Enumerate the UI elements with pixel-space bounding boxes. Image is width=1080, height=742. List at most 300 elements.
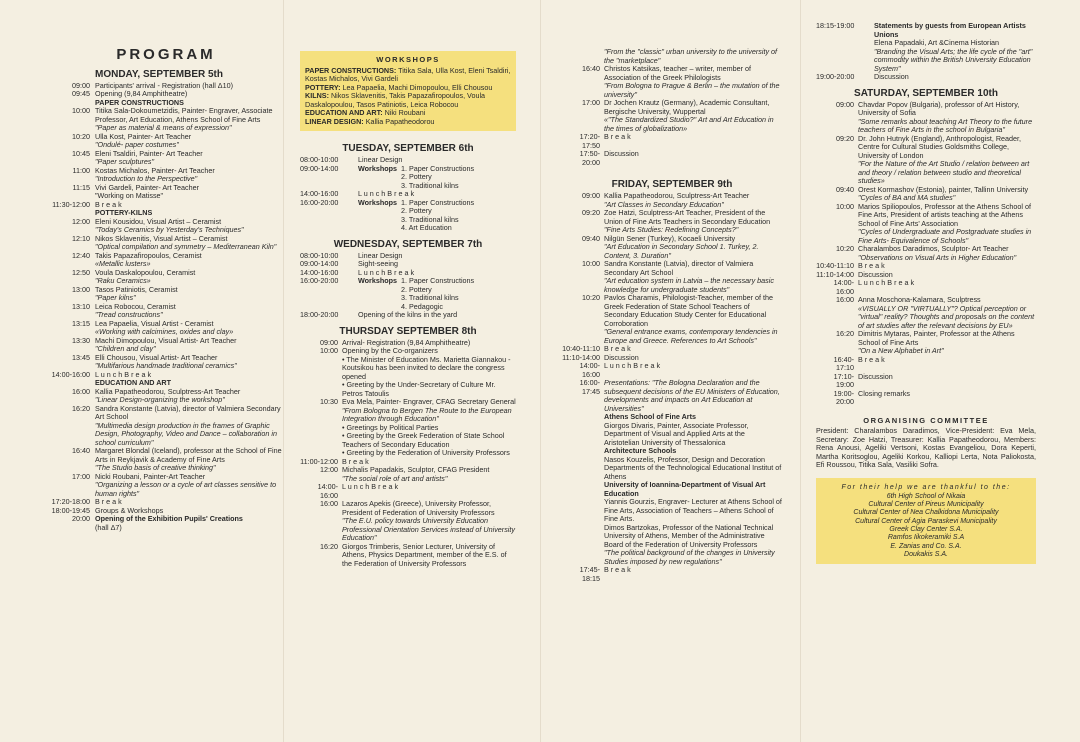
time-slot: 18:15-19:00 [816,21,855,30]
column-workshops [300,0,516,568]
detail-line: Nicki Roubani, Painter-Art Teacher [95,471,206,481]
workshops-box [300,51,516,131]
detail-line: • Greeting by the Under-Secretary of Culture Mr. Petros Tatoulis [342,380,496,398]
schedule-row [50,473,282,499]
time-slot: 09:45 [72,89,90,98]
time-slot: 14:00-16:00 [300,189,339,198]
schedule-row [562,150,782,167]
session-detail [604,48,782,65]
detail-line: "Art education system in Latvia – the necessary basic knowledge for undergraduate students" [604,276,774,294]
schedule-row [816,186,1036,203]
schedule-row [562,192,782,209]
schedule-row [50,184,282,201]
detail-line: "Paper kilns" [95,293,136,302]
detail-line: Elena Papadaki, Art &Cinema Historian [874,38,1000,47]
session-detail [858,330,1036,356]
session-detail [95,473,282,499]
thanks-item: E. Zanias and Co. S.A. [890,542,962,550]
workshop-item: 4. Pedagogic [401,301,443,311]
detail-line: Sight-seeing [358,259,398,268]
detail-line: Dimos Bartzokas, Professor of the National Technical University of Athens, Member of the Administrative Board of the Federation of University Professors [604,522,774,549]
workshop-item: 2. Pottery [401,206,432,215]
session-detail [858,186,1036,203]
schedule-row [50,447,282,473]
column-saturday [816,0,1036,564]
session-detail [604,99,782,133]
detail-line: B r e a k [604,344,631,353]
detail-line: Linear Design [358,155,403,164]
time-slot: 16:20 [72,403,90,413]
workshop-item: 3. Traditional kilns [401,180,459,190]
session-detail [858,245,1036,262]
time-slot: 10:20 [836,244,854,253]
schedule-row [562,379,782,566]
detail-line: Discussion [604,149,639,158]
time-slot: 17:00 [582,98,600,107]
session-detail [604,65,782,99]
workshop-item: 1. Paper Constructions [401,276,475,285]
workshop-item: 2. Pottery [401,284,432,294]
workshop-people: Niki Roubani [382,108,426,117]
schedule-row [562,362,782,379]
schedule-row [816,245,1036,262]
session-detail [358,165,516,191]
time-slot: 11:00-12:00 [300,456,338,466]
workshop-group [358,199,516,233]
time-slot: 16:40 [72,446,90,455]
session-detail [604,362,782,379]
detail-line: "Multimedia design production in the frames of Graphic Design, Photography, Video and Dance – collaboration in school curriculum" [95,420,277,447]
schedule-row [50,235,282,252]
detail-line: Titika Sala-Dokoumetzidis, Painter- Engraver, Associate Professor, Art Education, Athens School of Fine Arts [95,106,273,124]
detail-line: "Multifarious handmade traditional ceramics" [95,361,237,370]
time-slot: 17:10-19:00 [833,371,854,389]
session-detail [358,277,516,311]
detail-line: "For the Nature of the Art Studio / relation between art and theory / relation between studio and theoretical studies» [858,159,1030,185]
detail-line: "The E.U. policy towards University Education Professional Orientation Services instead of University Education" [342,516,515,542]
workshop-label: Workshops [358,276,398,285]
column-monday [50,0,282,532]
schedule-row [50,405,282,448]
detail-line: "Linear Design-organizing the workshop" [95,395,225,404]
detail-line: "Paper as material & means of expression" [95,123,232,132]
schedule-row [300,466,516,483]
detail-line: Participants' arrival - Registration (hall Δ10) [95,80,233,90]
session-detail [95,286,282,303]
program-title: PROGRAM [116,46,216,63]
time-slot: 09:00 [320,337,338,347]
session-detail [342,347,516,398]
detail-line: • Greeting by the Greek Federation of State School Teachers of Secondary Education [342,431,505,449]
detail-line: Lea Papaelia, Visual Artist - Ceramist [95,318,214,328]
time-slot: 16:40 [582,64,600,73]
time-slot: 11:10-14:00 [562,352,600,362]
session-detail [95,303,282,320]
detail-line: Charalambos Daradimos, Sculptor- Art Teacher [858,244,1009,253]
workshop-label: Workshops [358,197,398,207]
detail-line: Sandra Konstante (Latvia), director of Valmiera Secondary Art School [604,259,754,277]
time-slot: 12:40 [72,250,90,260]
time-slot: 17:00 [72,471,90,481]
session-detail [604,192,782,209]
schedule-row [300,347,516,398]
time-slot: 10:30 [320,397,338,406]
detail-line: B r e a k [95,497,122,506]
session-detail [858,373,1036,390]
thanks-title: For their help we are thankful to the: [841,483,1011,491]
session-detail [358,311,516,320]
time-slot: 13:45 [72,352,90,362]
detail-line: "Children and clay" [95,344,156,353]
detail-line: Chavdar Popov (Bulgaria), professor of Art History, University of Sofia [858,99,1020,117]
schedule-row [50,354,282,371]
thanks-box [816,478,1036,565]
detail-line: • Greeting by the Federation of University Professors [342,448,510,457]
detail-line: «Metallic lusters» [95,259,151,268]
schedule-row [50,303,282,320]
detail-line: «"The Standardized Studio?" Art and Art Education in the times of globalization» [604,115,774,133]
detail-line: L u n c h B r e a k [342,482,399,491]
column-friday [562,0,782,583]
detail-line: Eleni Kousidou, Visual Artist – Ceramist [95,216,222,226]
time-slot: 12:10 [72,233,90,243]
time-slot: 16:20 [836,329,854,338]
time-slot: 10:40-11:10 [562,344,600,353]
day-heading-thursday: THURSDAY SEPTEMBER 8th [339,325,477,337]
detail-line: Giorgos Divaris, Painter, Associate Professor, Department of Visual and Applied Arts at the Aristotelian University of Thessalonica [604,420,749,447]
session-detail [858,279,1036,296]
time-slot: 13:00 [72,284,90,294]
session-detail [95,150,282,167]
workshop-item: 2. Pottery [401,172,432,181]
detail-line: "The social role of art and artists" [342,473,448,483]
detail-line: "Branding the Visual Arts; the life cycle of the "art" commodity within the British University Education System" [874,46,1033,73]
detail-line: "General entrance exams, contemporary tendencies in Europe and Greece. References to Art Schools" [604,327,778,345]
schedule-row [562,235,782,261]
schedule-row [300,500,516,543]
detail-line: L u n c h B r e a k [358,267,415,277]
detail-line: Christos Katsikas, teacher – writer, member of Association of the Greek Philologists [604,64,751,82]
detail-line: Lazaros Apekis (Greece), University Professor, President of Federation of University Professors [342,499,495,517]
session-detail [95,133,282,150]
schedule-row [300,483,516,500]
schedule-row [816,203,1036,246]
detail-line: POTTERY-KILNS [95,208,153,217]
session-detail [858,135,1036,186]
detail-line: Yiannis Gourzis, Engraver- Lecturer at Athens School of Fine Arts, Association of Teachers – Athens School of Fine Arts. [604,497,782,523]
thanks-item: 6th High School of Nikaia [886,492,966,500]
schedule-row [816,330,1036,356]
detail-line: Vivi Gardeli, Painter- Art Teacher [95,182,199,192]
time-slot: 16:40-17:10 [833,354,854,372]
time-slot: 17:45-18:15 [579,565,600,583]
workshop-list [401,165,474,191]
detail-line: "Tread constructions" [95,310,163,319]
day-heading-tuesday: TUESDAY, SEPTEMBER 6th [342,143,474,154]
thanks-item: Ramfos Iikokeramiki S.A [887,534,965,542]
session-detail [604,566,782,583]
detail-line: Giorgos Trimberis, Senior Lecturer, University of Athens, Physics Department, member of the E.S. of the Federation of University Professors [342,541,507,568]
detail-line: Opening (9,84 Amphitheatre) [95,89,188,98]
day-heading-wednesday: WEDNESDAY, SEPTEMBER 7th [333,238,483,250]
detail-line: Opening by the Co-organizers [342,346,438,355]
detail-line: Dr. John Hutnyk (England), Anthropologist, Reader, Centre for Cultural Studies Goldsmiths College, University of London [858,133,1022,160]
schedule-row [300,398,516,458]
detail-line: Leica Robocou, Ceramist [95,301,176,311]
time-slot: 16:00 [320,499,338,508]
detail-line: Discussion [858,371,893,381]
schedule-row [50,150,282,167]
detail-line: B r e a k [342,456,369,466]
detail-line: Eleni Tsaldiri, Painter- Art Teacher [95,148,203,158]
session-detail [604,133,782,150]
time-slot: 10:20 [582,293,600,302]
detail-line: B r e a k [604,132,631,141]
schedule-row [816,390,1036,407]
detail-line: Eva Mela, Painter- Engraver, CFAG Secretary General [342,397,516,406]
session-detail [95,337,282,354]
detail-line: Ulla Kost, Painter- Art Teacher [95,131,192,141]
schedule-thursday-cont [562,48,782,167]
time-slot: 14:00-16:00 [317,482,338,500]
detail-line: "Organizing a lesson or a cycle of art classes sensitive to human rights" [95,480,277,498]
detail-line: "Optical compilation and symmetry – Mediterranean Kiln" [95,242,277,251]
session-detail [95,515,282,532]
schedule-thursday [300,339,516,569]
detail-line: "Fine Arts Studies: Redefining Concepts?" [604,225,739,234]
detail-line: University of Ioannina-Department of Visual Art Education [604,480,766,498]
detail-line: • The Minister of Education Ms. Marietta Giannakou - Koutsikou has been invited to declare the congress opened [342,354,511,381]
detail-line: Margaret Blondal (Iceland), professor at the School of Fine Arts in Reykjavik & Academy of Fine Arts [95,446,282,464]
schedule-row [816,373,1036,390]
detail-line: L u n c h B r e a k [604,361,661,370]
detail-line: Machi Dimopoulou, Visual Artist- Art Teacher [95,335,237,345]
detail-line: • Greetings by Political Parties [342,422,439,432]
detail-line: "Introduction to the Perspective" [95,174,198,183]
session-detail [858,390,1036,407]
detail-line: Kostas Michalos, Painter- Art Teacher [95,165,215,175]
time-slot: 16:00-20:00 [300,197,339,207]
detail-line: Statements by guests from European Artists Unions [874,21,1026,39]
detail-line: Kallia Papatheodorou, Sculptress-Art Teacher [95,386,241,396]
schedule-saturday [816,101,1036,407]
detail-line: "Ondulé- paper costumes" [95,140,179,149]
workshop-category: KILNS: [305,91,329,100]
detail-line: Voula Daskalopoulou, Ceramist [95,267,196,277]
time-slot: 12:50 [72,267,90,277]
time-slot: 09:00 [836,99,854,109]
schedule-row [816,279,1036,296]
time-slot: 09:00-14:00 [300,259,339,268]
time-slot: 10:20 [72,131,90,141]
schedule-row [300,199,516,233]
detail-line: "Art Classes in Secondary Education" [604,199,724,209]
detail-line: "The political background of the changes in University Studies imposed by new regulations" [604,548,775,566]
time-slot: 14:00-16:00 [833,278,854,296]
schedule-row [562,260,782,294]
schedule-row [50,90,282,107]
detail-line: Marios Spiliopoulos, Professor at the Athens School of Fine Arts, President of artists teaching at the Athens School of Fine Arts' Association [858,201,1031,228]
thanks-item: Greek Clay Center S.A. [889,525,963,533]
schedule-row [50,388,282,405]
schedule-row [50,515,282,532]
workshop-category: LINEAR DESIGN: [305,116,364,126]
session-detail [95,90,282,107]
detail-line: "Working on Matisse" [95,191,164,200]
workshop-item: 4. Art Education [401,223,452,232]
session-detail [604,150,782,167]
detail-line: "Raku Ceramics» [95,276,151,285]
detail-line: Dr Jochen Krautz (Germany), Academic Consultant, Bergische University, Wuppertal [604,98,770,116]
detail-line: Dimitris Mytaras, Painter, Professor at the Athens School of Fine Arts [858,329,1015,347]
time-slot: 09:40 [582,233,600,243]
session-detail [95,320,282,337]
detail-line: Groups & Workshops [95,505,164,515]
thanks-list [824,493,1028,559]
workshop-people: Lea Papaelia, Machi Dimopoulou, Elli Chousou [340,82,493,92]
schedule-row [816,22,1036,73]
schedule-row [562,48,782,65]
time-slot: 20:00 [72,514,90,523]
workshop-category: PAPER CONSTRUCTIONS: [305,65,397,75]
detail-line: B r e a k [95,199,122,209]
detail-line: "Art Education in Secondary School 1. Turkey, 2. Content, 3. Duration" [604,242,759,260]
schedule-row [562,133,782,150]
session-detail [342,398,516,458]
workshops-title: WORKSHOPS [376,55,440,64]
time-slot: 11:30-12:00 [52,199,90,209]
detail-line: Discussion [604,352,639,362]
session-detail [342,543,516,569]
session-detail [95,184,282,201]
schedule-row [50,133,282,150]
schedule-row [50,167,282,184]
detail-line: Discussion [874,72,909,81]
presentation-line: Presentations: "The Bologna Declaration and the subsequent decisions of the EU Ministers of Education, developments and impacts on Art Education at Universities" [604,378,780,413]
workshop-people: Kallia Papatheodorou [363,116,435,126]
time-slot: 14:00-16:00 [579,361,600,379]
detail-line: «Working with calcimines, oxides and clay» [95,327,234,336]
detail-line: Nasos Kouzelis, Professor, Design and Decoration Departments of the Technological Educational Institut of Athens [604,454,782,481]
detail-line: "Some remarks about teaching Art Theory to the future teachers of Fine Arts in the school in Bulgaria" [858,116,1033,134]
schedule-row [562,65,782,99]
time-slot: 17:20-17:50 [579,132,600,150]
time-slot [562,48,604,65]
detail-line: Nikos Sklavenitis, Visual Artist – Ceramist [95,233,228,243]
detail-line: B r e a k [604,565,631,574]
session-detail [358,199,516,233]
schedule-wednesday [300,252,516,320]
detail-line: Elli Chousou, Visual Artist- Art Teacher [95,352,218,362]
schedule-row [816,296,1036,330]
workshop-category: POTTERY: [305,82,341,92]
detail-line: Nilgün Sener (Turkey), Kocaeli University [604,233,736,243]
time-slot: 11:00 [72,165,90,175]
session-detail [858,296,1036,330]
session-detail [95,252,282,269]
workshop-list [401,277,474,311]
session-detail [858,203,1036,246]
session-detail [342,483,516,500]
detail-line: Kallia Papatheodorou, Sculptress-Art Teacher [604,191,750,200]
time-slot: 18:00-20:00 [300,310,339,319]
detail-line: (hall Δ7) [95,522,122,532]
detail-line: B r e a k [858,354,885,364]
workshop-group [358,277,516,311]
time-slot: 13:15 [72,318,90,328]
detail-line: Opening of the kilns in the yard [358,310,458,319]
detail-line: Anna Moschona-Kalamara, Sculptress [858,295,981,304]
detail-line: "Cycles of Undergraduate and Postgraduate studies in Fine Arts- Equivalence of Schools" [858,227,1032,245]
session-detail [95,354,282,371]
schedule-row [816,101,1036,135]
workshop-label: Workshops [358,163,398,173]
detail-line: Orest Kormashov (Estonia), painter, Tallinn University [858,184,1029,194]
workshop-group [358,165,516,191]
schedule-row [50,252,282,269]
thanks-item: Cultural Center of Pireus Municipality [868,501,984,509]
committee-text: President: Charalambos Daradimos, Vice-President: Eva Mela, Secretary: Zoe Hatzi, Treasurer: Kallia Papatheodorou, Members: Rena Anousi, Ageliki Vertsoni, Kostas Evangeliou, Dora Keperti, Martha Koritsoglou, Ageliki Korkou, Kalliopi Lerta, Nota Paliokosta, Efi Roussou, Titika Sala, Vasiliki Sofra. [816,426,1036,469]
time-slot: 09:20 [582,208,600,217]
time-slot: 08:00-10:00 [300,250,339,260]
detail-line: "Cycles of BA and MA studies" [858,193,956,202]
time-slot: 08:00-10:00 [300,155,339,164]
workshop-entry [305,118,511,127]
fold-line [540,0,541,742]
detail-line: Athens School of Fine Arts [604,412,696,421]
workshop-people: Nikos Sklavenitis, Takis Papazafiropoulos, Voula Daskalopoulou, Tasos Patiniotis, Leica Robocou [305,91,486,109]
schedule-row [50,286,282,303]
detail-line: L u n c h B r e a k [858,278,915,287]
session-detail [874,73,1036,82]
time-slot: 10:45 [72,148,90,158]
detail-line: B r e a k [858,261,885,270]
detail-line: "From Bologna to Prague & Berlin – the mutation of the university" [604,81,780,99]
detail-line: "The Studio basis of creative thinking" [95,463,216,472]
workshop-item: 3. Traditional kilns [401,214,459,224]
schedule-row [50,218,282,235]
session-detail [95,218,282,235]
time-slot: 17:50-20:00 [579,149,600,167]
time-slot: 16:20 [320,541,338,551]
session-detail [95,167,282,184]
schedule-row [562,294,782,345]
workshop-item: 1. Paper Constructions [401,163,475,173]
thanks-item: Cultural Center of Agia Paraskevi Municipality [855,517,997,525]
fold-line [283,0,284,742]
detail-line: PAPER CONSTRUCTIONS [95,97,184,107]
schedule-row [50,337,282,354]
time-slot: 14:00-16:00 [300,267,339,277]
detail-line: "On a New Alphabet in Art" [858,346,944,355]
time-slot: 12:00 [72,216,90,226]
schedule-friday-cont [816,22,1036,82]
schedule-row [300,543,516,569]
session-detail [874,22,1036,73]
detail-line: Takis Papazafiropoulos, Ceramist [95,250,202,260]
schedule-friday [562,192,782,583]
time-slot: 19:00-20:00 [833,388,854,406]
session-detail [342,500,516,543]
detail-line: Zoe Hatzi, Sculptress-Art Teacher, President of the Union of Fine Arts Teachers in Secondary Education [604,208,771,226]
time-slot: 10:00 [320,346,338,355]
time-slot: 13:30 [72,335,90,345]
time-slot: 16:00 [836,295,854,304]
workshop-item: 1. Paper Constructions [401,197,475,207]
detail-line: "From the "classic" urban university to the university of the "marketplace" [604,47,778,65]
time-slot: 10:00 [72,106,90,115]
time-slot: 12:00 [320,465,338,474]
